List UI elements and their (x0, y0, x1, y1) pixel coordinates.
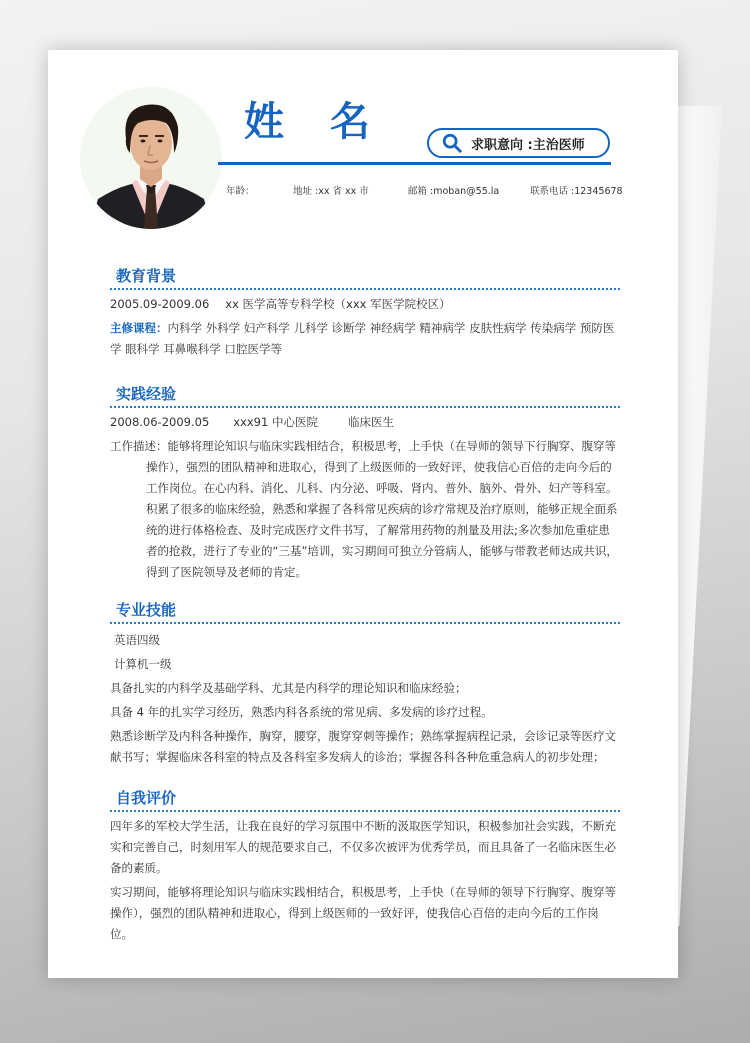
portrait-photo (80, 87, 222, 229)
experience-hospital: xxx91 中心医院 (233, 415, 318, 429)
section-title: 自我评价 (116, 789, 177, 807)
header-divider (218, 162, 611, 165)
education-entry (110, 294, 620, 315)
job-objective-badge (427, 128, 610, 158)
address-field: 地址 :xx 省 xx 市 (293, 186, 369, 197)
section-self-evaluation (110, 788, 620, 945)
section-title: 教育背景 (116, 267, 177, 285)
job-objective-text: 求职意向 :主治医师 (471, 137, 585, 153)
experience-role: 临床医生 (347, 415, 394, 429)
education-school: xx 医学高等专科学校（xxx 军医学院校区） (225, 297, 451, 311)
age-field: 年龄： (226, 186, 255, 197)
section-experience (110, 384, 620, 583)
candidate-name: 姓 名 (244, 99, 386, 145)
phone-field: 联系电话 :12345678 (530, 186, 623, 197)
evaluation-paragraph: 实习期间，能够将理论知识与临床实践相结合，积极思考，上手快（在导师的领导下行胸穿、腹穿等操作），强烈的团队精神和进取心，得到上级医师的一致好评，使我信心百倍的走向今后的工作岗位。 (110, 885, 616, 941)
courses-row (110, 318, 620, 360)
section-skills (110, 600, 620, 768)
dotted-divider (110, 622, 620, 624)
avatar (80, 87, 222, 229)
section-title: 专业技能 (116, 601, 177, 619)
resume-page (48, 50, 678, 978)
skill-item: 英语四级 (114, 633, 160, 647)
courses-label: 主修课程： (110, 321, 168, 335)
evaluation-paragraph: 四年多的军校大学生活，让我在良好的学习氛围中不断的汲取医学知识，积极参加社会实践，不断充实和完善自己，时刻用军人的规范要求自己，不仅多次被评为优秀学员，而且具备了一名临床医生必备的素质。 (110, 819, 616, 875)
dotted-divider (110, 810, 620, 812)
dotted-divider (110, 406, 620, 408)
skill-item: 熟悉诊断学及内科各种操作，胸穿，腰穿，腹穿穿刺等操作；熟练掌握病程记录，会诊记录等医疗文献书写；掌握临床各科室的特点及各科室多发病人的诊治；掌握各科各种危重急病人的初步处理； (110, 729, 616, 764)
description-text: 能够将理论知识与临床实践相结合，积极思考，上手快（在导师的领导下行胸穿、腹穿等操作），强烈的团队精神和进取心，得到了上级医师的一致好评，使我信心百倍的走向今后的工作岗位。在心内科、消化、儿科、内分泌、呼吸、肾内、普外、脑外、骨外、妇产等科室。积累了很多的临床经验，熟悉和掌握了各科常见疾病的诊疗常规及治疗原则，能够正规全面系统的进行体格检查、及时完成医疗文件书写，了解常用药物的剂量及用法;多次参加危重症患者的抢救，进行了专业的“三基”培训，实习期间可独立分管病人，能够与带教老师达成共识，得到了医院领导及老师的肯定。 (146, 439, 618, 579)
section-education (110, 266, 620, 360)
section-title: 实践经验 (116, 385, 177, 403)
skill-item: 具备 4 年的扎实学习经历，熟悉内科各系统的常见病、多发病的诊疗过程。 (110, 705, 493, 719)
experience-description (110, 436, 620, 583)
email-field: 邮箱 :moban@55.la (408, 186, 500, 197)
courses-list: 内科学 外科学 妇产科学 儿科学 诊断学 神经病学 精神病学 皮肤性病学 传染病学 预防医学 眼科学 耳鼻喉科学 口腔医学等 (110, 321, 615, 356)
skill-item: 具备扎实的内科学及基础学科、尤其是内科学的理论知识和临床经验； (110, 681, 467, 695)
search-icon (441, 132, 463, 154)
dotted-divider (110, 288, 620, 290)
experience-entry (110, 412, 620, 433)
education-period: 2005.09-2009.06 (110, 297, 210, 311)
skill-item: 计算机一级 (114, 657, 172, 671)
experience-period: 2008.06-2009.05 (110, 415, 210, 429)
description-label: 工作描述： (110, 439, 168, 453)
